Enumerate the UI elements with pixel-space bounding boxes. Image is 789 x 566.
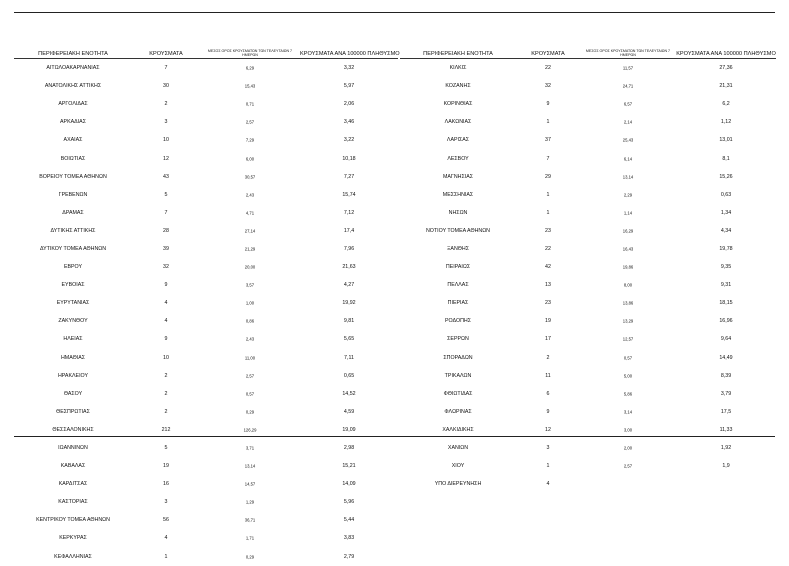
cell-unit: ΘΕΣΣΑΛΟΝΙΚΗΣ	[52, 426, 94, 433]
cell-unit: ΒΟΙΩΤΙΑΣ	[60, 155, 86, 162]
cell-per100k: 17,4	[343, 227, 355, 234]
table-row	[14, 312, 398, 330]
cell-unit: ΘΑΣΟΥ	[63, 390, 83, 397]
cell-avg: 27,14	[244, 228, 256, 234]
cell-cases: 17	[545, 336, 551, 343]
table-row	[14, 529, 398, 547]
table-row	[400, 385, 776, 403]
cell-per100k: 4,27	[343, 282, 355, 289]
cell-avg: 13,14	[244, 463, 256, 469]
cell-per100k: 15,26	[719, 173, 733, 180]
table-row	[14, 439, 398, 457]
cell-cases: 19	[545, 318, 551, 325]
table-row	[14, 493, 398, 511]
cell-per100k: 19,78	[719, 245, 733, 252]
cell-unit: ΚΟΖΑΝΗΣ	[445, 83, 471, 90]
cell-per100k: 5,97	[343, 83, 355, 90]
cell-unit: ΑΙΤΩΛΟΑΚΑΡΝΑΝΙΑΣ	[46, 65, 100, 72]
right-table-header	[400, 44, 776, 59]
cell-cases: 32	[163, 264, 169, 271]
cell-avg: 0,57	[245, 391, 255, 397]
cell-avg: 20,00	[244, 264, 256, 270]
left-table	[14, 44, 398, 566]
cell-per100k: 0,63	[720, 191, 732, 198]
table-row	[400, 131, 776, 149]
cell-per100k: 14,49	[719, 354, 733, 361]
cell-per100k: 9,35	[720, 264, 732, 271]
cell-avg: 21,29	[244, 246, 256, 252]
cell-avg: 6,29	[245, 65, 255, 71]
cell-cases: 28	[163, 227, 169, 234]
header-cases: ΚΡΟΥΣΜΑΤΑ	[531, 51, 565, 57]
cell-per100k: 7,12	[343, 209, 355, 216]
table-row	[14, 168, 398, 186]
cell-per100k: 2,06	[343, 101, 355, 108]
cell-per100k: 8,1	[722, 155, 730, 162]
cell-per100k: 7,96	[343, 245, 355, 252]
table-row	[14, 276, 398, 294]
table-row	[400, 222, 776, 240]
right-table	[400, 44, 776, 493]
table-row	[14, 367, 398, 385]
header-unit: ΠΕΡΙΦΕΡΕΙΑΚΗ ΕΝΟΤΗΤΑ	[423, 51, 493, 57]
cell-avg: 3,14	[623, 409, 633, 415]
cell-cases: 32	[545, 83, 551, 90]
cell-unit: ΝΗΣΩΝ	[448, 209, 468, 216]
table-row	[14, 59, 398, 77]
table-row	[14, 240, 398, 258]
table-row	[400, 204, 776, 222]
cell-per100k: 5,44	[343, 517, 355, 524]
cell-avg: 4,71	[245, 210, 255, 216]
cell-cases: 13	[545, 282, 551, 289]
cell-avg: 30,57	[244, 174, 256, 180]
cell-per100k: 1,92	[720, 445, 732, 452]
cell-avg: 6,57	[623, 101, 633, 107]
cell-unit: ΙΩΑΝΝΙΝΩΝ	[58, 445, 88, 452]
cell-per100k: 19,09	[342, 426, 356, 433]
cell-unit: ΗΛΕΙΑΣ	[63, 336, 83, 343]
cell-cases: 37	[545, 137, 551, 144]
table-row	[400, 113, 776, 131]
table-row	[14, 330, 398, 348]
cell-unit: ΝΟΤΙΟΥ ΤΟΜΕΑ ΑΘΗΝΩΝ	[425, 227, 491, 234]
cell-per100k: 10,18	[342, 155, 356, 162]
cell-cases: 3	[164, 499, 168, 506]
cell-avg: 13,14	[622, 174, 634, 180]
cell-cases: 4	[164, 535, 168, 542]
cell-avg: 126,29	[243, 427, 257, 433]
cell-avg: 2,29	[623, 192, 633, 198]
table-row	[400, 186, 776, 204]
cell-per100k: 3,32	[343, 65, 355, 72]
cell-per100k: 1,34	[720, 209, 732, 216]
cell-per100k: 1,9	[722, 463, 730, 470]
cell-per100k: 15,21	[342, 463, 356, 470]
cell-avg: 7,29	[245, 137, 255, 143]
cell-cases: 11	[545, 372, 551, 379]
cell-unit: ΣΕΡΡΩΝ	[447, 336, 469, 343]
table-row	[14, 186, 398, 204]
table-row	[14, 131, 398, 149]
cell-unit: ΗΡΑΚΛΕΙΟΥ	[57, 372, 89, 379]
cell-unit: ΥΠΟ ΔΙΕΡΕΥΝΗΣΗ	[434, 481, 482, 488]
cell-unit: ΧΙΟΥ	[451, 463, 465, 470]
cell-avg: 12,57	[622, 336, 634, 342]
table-row	[14, 294, 398, 312]
table-row	[400, 349, 776, 367]
cell-unit: ΤΡΙΚΑΛΩΝ	[444, 372, 472, 379]
cell-cases: 9	[164, 336, 168, 343]
cell-cases: 9	[546, 408, 550, 415]
cell-per100k: 2,79	[343, 553, 355, 560]
table-row	[14, 403, 398, 421]
cell-unit: ΔΥΤΙΚΟΥ ΤΟΜΕΑ ΑΘΗΝΩΝ	[39, 245, 107, 252]
cell-cases: 23	[545, 227, 551, 234]
cell-unit: ΚΕΦΑΛΛΗΝΙΑΣ	[54, 553, 92, 560]
cell-avg: 19,86	[622, 264, 634, 270]
cell-per100k: 27,36	[719, 65, 733, 72]
cell-cases: 1	[164, 553, 168, 560]
header-cases: ΚΡΟΥΣΜΑΤΑ	[149, 51, 183, 57]
cell-avg: 2,57	[245, 373, 255, 379]
table-row	[14, 457, 398, 475]
cell-avg: 0,29	[245, 554, 255, 560]
header-per100k: ΚΡΟΥΣΜΑΤΑ ΑΝΑ 100000 ΠΛΗΘΥΣΜΟ	[300, 51, 400, 57]
cell-cases: 2	[546, 354, 550, 361]
header-per100k: ΚΡΟΥΣΜΑΤΑ ΑΝΑ 100000 ΠΛΗΘΥΣΜΟ	[676, 51, 776, 57]
cell-per100k: 9,81	[343, 318, 355, 325]
cell-cases: 7	[546, 155, 550, 162]
cell-per100k: 21,63	[342, 264, 356, 271]
cell-avg: 2,43	[245, 192, 255, 198]
cell-per100k: 5,96	[343, 499, 355, 506]
cell-per100k: 7,11	[344, 354, 354, 361]
cell-unit: ΚΑΡΔΙΤΣΑΣ	[58, 481, 88, 488]
cell-avg: 2,00	[623, 445, 633, 451]
cell-per100k: 11,33	[719, 426, 733, 433]
cell-cases: 9	[164, 282, 168, 289]
cell-avg: 13,29	[622, 318, 634, 324]
cell-cases: 9	[546, 101, 550, 108]
cell-unit: ΑΧΑΙΑΣ	[63, 137, 83, 144]
cell-unit: ΚΙΛΚΙΣ	[449, 65, 467, 72]
cell-per100k: 0,65	[343, 372, 355, 379]
cell-unit: ΗΜΑΘΙΑΣ	[60, 354, 86, 361]
cell-avg: 2,14	[623, 119, 633, 125]
cell-cases: 1	[546, 209, 550, 216]
table-row	[14, 204, 398, 222]
left-table-body	[14, 59, 398, 566]
table-row	[14, 475, 398, 493]
table-row	[14, 113, 398, 131]
cell-avg: 11,00	[244, 355, 256, 361]
cell-avg: 16,29	[622, 228, 634, 234]
cell-unit: ΑΡΓΟΛΙΔΑΣ	[58, 101, 88, 108]
cell-per100k: 18,15	[719, 300, 733, 307]
cell-unit: ΜΕΣΣΗΝΙΑΣ	[442, 191, 474, 198]
cell-unit: ΕΒΡΟΥ	[63, 264, 83, 271]
cell-cases: 42	[545, 264, 551, 271]
cell-per100k: 3,46	[343, 119, 355, 126]
cell-per100k: 7,27	[343, 173, 355, 180]
cell-unit: ΚΕΡΚΥΡΑΣ	[59, 535, 87, 542]
header-avg: ΜΕΣΟΣ ΟΡΟΣ ΚΡΟΥΣΜΑΤΩΝ ΤΩΝ ΤΕΛΕΥΤΑΙΩΝ 7 ΗΜΕΡΩΝ	[585, 49, 671, 57]
cell-per100k: 9,31	[720, 282, 732, 289]
cell-per100k: 2,98	[343, 445, 355, 452]
cell-per100k: 6,2	[722, 101, 730, 108]
cell-unit: ΧΑΛΚΙΔΙΚΗΣ	[442, 426, 474, 433]
cell-cases: 16	[163, 481, 169, 488]
cell-unit: ΚΕΝΤΡΙΚΟΥ ΤΟΜΕΑ ΑΘΗΝΩΝ	[36, 517, 110, 524]
cell-avg: 3,00	[623, 427, 633, 433]
cell-per100k: 4,34	[720, 227, 732, 234]
cell-cases: 22	[545, 65, 551, 72]
cell-cases: 12	[163, 155, 169, 162]
table-row	[400, 312, 776, 330]
cell-avg: 5,00	[623, 373, 633, 379]
cell-cases: 5	[164, 445, 168, 452]
cell-unit: ΖΑΚΥΝΘΟΥ	[58, 318, 88, 325]
cell-avg: 15,43	[244, 83, 256, 89]
top-rule	[14, 12, 775, 13]
cell-avg: 24,71	[622, 83, 634, 89]
cell-avg: 1,00	[245, 300, 255, 306]
cell-unit: ΒΟΡΕΙΟΥ ΤΟΜΕΑ ΑΘΗΝΩΝ	[39, 173, 107, 180]
cell-cases: 3	[164, 119, 168, 126]
table-row	[400, 276, 776, 294]
cell-unit: ΜΑΓΝΗΣΙΑΣ	[442, 173, 474, 180]
cell-cases: 2	[164, 372, 168, 379]
table-row	[400, 330, 776, 348]
cell-avg: 1,14	[623, 210, 633, 216]
cell-per100k: 15,74	[342, 191, 356, 198]
cell-unit: ΦΛΩΡΙΝΑΣ	[444, 408, 472, 415]
cell-cases: 3	[546, 445, 550, 452]
cell-cases: 1	[546, 463, 550, 470]
cell-cases: 2	[164, 408, 168, 415]
cell-avg: 36,71	[244, 517, 256, 523]
cell-cases: 1	[546, 119, 550, 126]
right-table-body	[400, 59, 776, 493]
table-row	[400, 367, 776, 385]
table-row	[14, 548, 398, 566]
cell-unit: ΞΑΝΘΗΣ	[446, 245, 470, 252]
table-row	[400, 168, 776, 186]
table-row	[14, 222, 398, 240]
cell-unit: ΕΥΒΟΙΑΣ	[61, 282, 85, 289]
cell-unit: ΓΡΕΒΕΝΩΝ	[58, 191, 88, 198]
cell-cases: 29	[545, 173, 551, 180]
cell-avg: 25,43	[622, 137, 634, 143]
cell-avg: 3,57	[245, 282, 255, 288]
cell-avg: 0,71	[245, 101, 255, 107]
cell-avg: 1,71	[245, 535, 255, 541]
cell-avg: 5,86	[623, 391, 633, 397]
cell-cases: 39	[163, 245, 169, 252]
header-avg: ΜΕΣΟΣ ΟΡΟΣ ΚΡΟΥΣΜΑΤΩΝ ΤΩΝ ΤΕΛΕΥΤΑΙΩΝ 7 ΗΜΕΡΩΝ	[207, 49, 293, 57]
header-unit: ΠΕΡΙΦΕΡΕΙΑΚΗ ΕΝΟΤΗΤΑ	[38, 51, 108, 57]
table-row	[14, 258, 398, 276]
table-row	[14, 349, 398, 367]
cell-per100k: 9,64	[720, 336, 732, 343]
cell-cases: 4	[164, 318, 168, 325]
cell-per100k: 14,09	[342, 481, 356, 488]
cell-avg: 0,86	[245, 318, 255, 324]
table-row	[400, 258, 776, 276]
cell-cases: 4	[546, 481, 550, 488]
cell-per100k: 13,01	[719, 137, 733, 144]
cell-unit: ΑΡΚΑΔΙΑΣ	[60, 119, 86, 126]
cell-unit: ΛΑΚΩΝΙΑΣ	[444, 119, 472, 126]
cell-cases: 7	[164, 65, 168, 72]
cell-cases: 10	[163, 137, 169, 144]
cell-unit: ΘΕΣΠΡΩΤΙΑΣ	[56, 408, 90, 415]
cell-cases: 23	[545, 300, 551, 307]
cell-unit: ΠΕΛΛΑΣ	[447, 282, 469, 289]
cell-unit: ΣΠΟΡΑΔΩΝ	[443, 354, 473, 361]
cell-per100k: 8,39	[720, 372, 732, 379]
cell-cases: 7	[164, 209, 168, 216]
table-row	[400, 149, 776, 167]
cell-cases: 56	[163, 517, 169, 524]
cell-cases: 12	[545, 426, 551, 433]
cell-unit: ΠΕΙΡΑΙΩΣ	[445, 264, 471, 271]
cell-avg: 2,57	[245, 119, 255, 125]
cell-per100k: 16,96	[719, 318, 733, 325]
cell-cases: 30	[163, 83, 169, 90]
cell-unit: ΔΡΑΜΑΣ	[62, 209, 84, 216]
cell-per100k: 19,92	[342, 300, 356, 307]
cell-cases: 212	[161, 426, 171, 433]
cell-cases: 22	[545, 245, 551, 252]
cell-per100k: 21,31	[719, 83, 733, 90]
cell-cases: 4	[164, 300, 168, 307]
bottom-rule	[14, 436, 775, 437]
cell-per100k: 1,12	[720, 119, 732, 126]
cell-avg: 0,29	[245, 409, 255, 415]
cell-unit: ΚΟΡΙΝΘΙΑΣ	[443, 101, 473, 108]
table-row	[14, 385, 398, 403]
cell-unit: ΡΟΔΟΠΗΣ	[444, 318, 471, 325]
table-row	[400, 59, 776, 77]
cell-per100k: 3,79	[720, 390, 732, 397]
cell-unit: ΦΘΙΩΤΙΔΑΣ	[443, 390, 473, 397]
cell-per100k: 5,65	[343, 336, 355, 343]
cell-per100k: 4,59	[343, 408, 355, 415]
cell-unit: ΔΥΤΙΚΗΣ ΑΤΤΙΚΗΣ	[50, 227, 96, 234]
table-row	[400, 475, 776, 493]
cell-avg: 6,14	[623, 156, 633, 162]
cell-cases: 2	[164, 101, 168, 108]
cell-per100k: 3,83	[343, 535, 355, 542]
cell-unit: ΛΕΣΒΟΥ	[447, 155, 469, 162]
cell-per100k: 14,52	[342, 390, 356, 397]
cell-avg: 2,43	[245, 336, 255, 342]
cell-cases: 5	[164, 191, 168, 198]
table-row	[14, 77, 398, 95]
table-row	[400, 294, 776, 312]
cell-avg: 1,29	[245, 499, 255, 505]
table-row	[14, 149, 398, 167]
cell-avg: 6,00	[245, 156, 255, 162]
cell-unit: ΛΑΡΙΣΑΣ	[446, 137, 470, 144]
cell-cases: 6	[546, 390, 550, 397]
cell-cases: 10	[163, 354, 169, 361]
cell-avg: 8,00	[623, 282, 633, 288]
table-row	[400, 240, 776, 258]
cell-per100k: 3,22	[343, 137, 355, 144]
cell-avg: 13,86	[622, 300, 634, 306]
cell-avg: 3,71	[245, 445, 255, 451]
cell-avg: 2,57	[623, 463, 633, 469]
cell-avg: 11,57	[622, 65, 634, 71]
table-row	[400, 77, 776, 95]
cell-cases: 1	[546, 191, 550, 198]
cell-unit: ΠΙΕΡΙΑΣ	[447, 300, 469, 307]
table-row	[14, 511, 398, 529]
left-table-header	[14, 44, 398, 59]
cell-unit: ΕΥΡΥΤΑΝΙΑΣ	[56, 300, 90, 307]
cell-avg: 14,57	[244, 481, 256, 487]
table-row	[14, 95, 398, 113]
cell-unit: ΑΝΑΤΟΛΙΚΗΣ ΑΤΤΙΚΗΣ	[44, 83, 102, 90]
cell-per100k: 17,5	[720, 408, 732, 415]
table-row	[400, 403, 776, 421]
cell-unit: ΚΑΒΑΛΑΣ	[60, 463, 86, 470]
table-row	[400, 457, 776, 475]
cell-cases: 2	[164, 390, 168, 397]
table-row	[400, 439, 776, 457]
cell-avg: 0,57	[623, 355, 633, 361]
cell-cases: 43	[163, 173, 169, 180]
cell-unit: ΧΑΝΙΩΝ	[447, 445, 469, 452]
cell-unit: ΚΑΣΤΟΡΙΑΣ	[58, 499, 88, 506]
cell-cases: 19	[163, 463, 169, 470]
cell-avg: 16,43	[622, 246, 634, 252]
table-row	[400, 95, 776, 113]
